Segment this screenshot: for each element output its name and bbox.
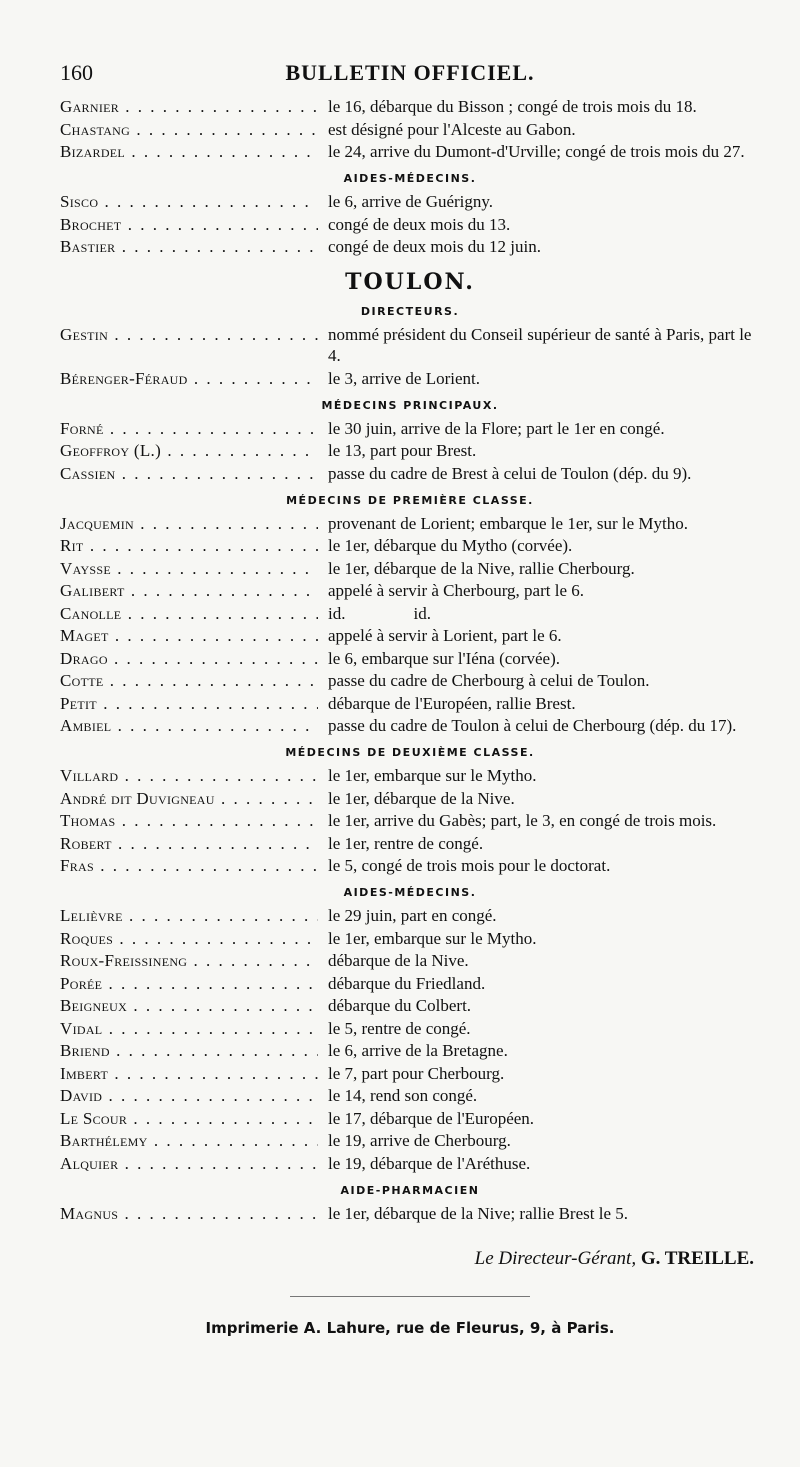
entry-name: Lelièvre . . . bbox=[60, 905, 318, 926]
entry-name: Roux-Freissineng . . . bbox=[60, 950, 318, 971]
entry-description: nommé président du Conseil supérieur de santé à Paris, part le 4. bbox=[328, 325, 752, 365]
entry-roux-freissineng bbox=[60, 950, 760, 971]
entry-name: Bérenger-Féraud . . . bbox=[60, 368, 318, 389]
entry-name: Forné . . . bbox=[60, 418, 318, 439]
entry-description: id. id. bbox=[328, 603, 431, 623]
entry-alquier bbox=[60, 1153, 760, 1174]
entry-description: le 19, débarque de l'Aréthuse. bbox=[328, 1153, 531, 1173]
entry-description: le 6, arrive de Guérigny. bbox=[328, 192, 494, 211]
entry-description: le 5, rentre de congé. bbox=[328, 1018, 471, 1038]
entry-description: le 1er, embarque sur le Mytho. bbox=[328, 928, 537, 948]
city-heading: TOULON. bbox=[345, 269, 475, 295]
entry-name: Drago . . . bbox=[60, 648, 318, 669]
entry-barthelemy bbox=[60, 1130, 760, 1151]
entry-description: le 1er, embarque sur le Mytho. bbox=[328, 766, 537, 785]
entry-description: le 1er, débarque de la Nive, rallie Cherbourg. bbox=[328, 558, 635, 578]
entry-forne bbox=[60, 418, 760, 439]
entry-description: le 30 juin, arrive de la Flore; part le 1er en congé. bbox=[328, 418, 665, 438]
entry-magnus bbox=[60, 1203, 760, 1224]
entry-rit bbox=[60, 535, 760, 556]
entry-description: appelé à servir à Lorient, part le 6. bbox=[328, 626, 562, 645]
page-content bbox=[60, 96, 760, 1337]
entry-name: Le Scour . . . bbox=[60, 1108, 318, 1129]
entry-description: congé de deux mois du 12 juin. bbox=[328, 237, 541, 256]
entry-gestin bbox=[60, 324, 760, 366]
entry-description: le 13, part pour Brest. bbox=[328, 441, 477, 460]
entry-name: Ambiel . . . bbox=[60, 715, 318, 736]
entry-name: Brochet . . . bbox=[60, 214, 318, 235]
entry-canolle bbox=[60, 603, 760, 624]
entry-name: Rit . . . bbox=[60, 535, 318, 556]
entry-description: le 19, arrive de Cherbourg. bbox=[328, 1131, 511, 1150]
entry-name: Bastier . . . bbox=[60, 236, 318, 257]
entry-vidal bbox=[60, 1018, 760, 1039]
section-heading-directeurs: DIRECTEURS. bbox=[360, 305, 460, 318]
entry-galibert bbox=[60, 580, 760, 601]
entry-garnier bbox=[60, 96, 760, 117]
entry-description: le 1er, rentre de congé. bbox=[328, 833, 484, 853]
entry-name: Villard . . . bbox=[60, 765, 318, 786]
entry-description: débarque du Friedland. bbox=[328, 973, 486, 993]
entry-cotte bbox=[60, 670, 760, 691]
entry-villard bbox=[60, 765, 760, 786]
entry-geoffroy bbox=[60, 440, 760, 461]
entry-name: Porée . . . bbox=[60, 973, 318, 994]
entry-sisco bbox=[60, 191, 760, 212]
entry-name: Thomas . . . bbox=[60, 810, 318, 831]
entry-bizardel bbox=[60, 141, 760, 162]
entry-ambiel bbox=[60, 715, 760, 736]
entry-david bbox=[60, 1085, 760, 1106]
entry-bastier bbox=[60, 236, 760, 257]
entry-imbert bbox=[60, 1063, 760, 1084]
entry-andre-duvigneau bbox=[60, 788, 760, 809]
entry-description: débarque de l'Européen, rallie Brest. bbox=[328, 693, 576, 713]
entry-poree bbox=[60, 973, 760, 994]
section-heading-aide-pharmacien: AIDE-PHARMACIEN bbox=[340, 1183, 480, 1197]
entry-name: André dit Duvigneau . . . bbox=[60, 788, 318, 809]
entry-description: le 14, rend son congé. bbox=[328, 1086, 478, 1105]
entry-description: le 6, embarque sur l'Iéna (corvée). bbox=[328, 648, 560, 668]
section-heading-aides-medecins: AIDES-MÉDECINS. bbox=[343, 172, 477, 185]
entry-briend bbox=[60, 1040, 760, 1061]
entry-name: Garnier . . . bbox=[60, 96, 318, 117]
signature bbox=[60, 1248, 760, 1270]
entry-description: le 29 juin, part en congé. bbox=[328, 906, 497, 925]
entry-description: le 17, débarque de l'Européen. bbox=[328, 1108, 535, 1128]
section-heading-medecins-premiere-classe: MÉDECINS DE PREMIÈRE CLASSE. bbox=[286, 493, 534, 507]
entry-fras bbox=[60, 855, 760, 876]
entry-jacquemin bbox=[60, 513, 760, 534]
entry-name: Maget . . . bbox=[60, 625, 318, 646]
entry-roques bbox=[60, 928, 760, 949]
entry-name: Alquier . . . bbox=[60, 1153, 318, 1174]
entry-description: le 5, congé de trois mois pour le doctorat. bbox=[328, 856, 611, 875]
entry-name: Petit . . . bbox=[60, 693, 318, 714]
entry-robert bbox=[60, 833, 760, 854]
entry-name: Briend . . . bbox=[60, 1040, 318, 1061]
entry-maget bbox=[60, 625, 760, 646]
entry-name: Geoffroy (L.) . . . bbox=[60, 440, 318, 461]
entry-cassien bbox=[60, 463, 760, 484]
entry-description: le 24, arrive du Dumont-d'Urville; congé de trois mois du 27. bbox=[328, 142, 745, 161]
entry-description: passe du cadre de Toulon à celui de Cherbourg (dép. du 17). bbox=[328, 716, 737, 735]
entry-description: le 1er, débarque du Mytho (corvée). bbox=[328, 536, 573, 555]
entry-name: Magnus . . . bbox=[60, 1203, 318, 1224]
entry-name: Bizardel . . . bbox=[60, 141, 318, 162]
entry-name: Cassien . . . bbox=[60, 463, 318, 484]
entry-description: appelé à servir à Cherbourg, part le 6. bbox=[328, 581, 585, 600]
entry-description: est désigné pour l'Alceste au Gabon. bbox=[328, 119, 576, 139]
entry-name: Galibert . . . bbox=[60, 580, 318, 601]
entry-name: Sisco . . . bbox=[60, 191, 318, 212]
entry-description: le 1er, débarque de la Nive. bbox=[328, 788, 515, 808]
entry-name: Canolle . . . bbox=[60, 603, 318, 624]
entry-name: Vidal . . . bbox=[60, 1018, 318, 1039]
entry-name: Barthélemy . . . bbox=[60, 1130, 318, 1151]
entry-beigneux bbox=[60, 995, 760, 1016]
entry-description: le 3, arrive de Lorient. bbox=[328, 368, 480, 388]
section-heading-medecins-deuxieme-classe: MÉDECINS DE DEUXIÈME CLASSE. bbox=[285, 746, 535, 759]
entry-berenger-feraud bbox=[60, 368, 760, 389]
entry-drago bbox=[60, 648, 760, 669]
entry-thomas bbox=[60, 810, 760, 831]
section-heading-medecins-principaux: MÉDECINS PRINCIPAUX. bbox=[321, 398, 499, 412]
entry-name: Vaysse . . . bbox=[60, 558, 318, 579]
entry-name: Chastang . . . bbox=[60, 119, 318, 140]
entry-name: Jacquemin . . . bbox=[60, 513, 318, 534]
entry-name: Robert . . . bbox=[60, 833, 318, 854]
entry-name: Imbert . . . bbox=[60, 1063, 318, 1084]
entry-description: congé de deux mois du 13. bbox=[328, 214, 511, 234]
entry-name: Roques . . . bbox=[60, 928, 318, 949]
section-heading-aides-medecins-2: AIDES-MÉDECINS. bbox=[343, 886, 477, 899]
entry-le-scour bbox=[60, 1108, 760, 1129]
entry-lelievre bbox=[60, 905, 760, 926]
entry-description: provenant de Lorient; embarque le 1er, sur le Mytho. bbox=[328, 513, 688, 533]
divider bbox=[290, 1296, 530, 1297]
entry-brochet bbox=[60, 214, 760, 235]
entry-petit bbox=[60, 693, 760, 714]
entry-vaysse bbox=[60, 558, 760, 579]
signature-name: G. TREILLE. bbox=[640, 1247, 754, 1269]
entry-name: Cotte . . . bbox=[60, 670, 318, 691]
entry-description: débarque du Colbert. bbox=[328, 996, 472, 1015]
entry-chastang bbox=[60, 119, 760, 140]
entry-description: le 6, arrive de la Bretagne. bbox=[328, 1041, 508, 1060]
entry-description: débarque de la Nive. bbox=[328, 951, 469, 970]
entry-description: le 1er, arrive du Gabès; part, le 3, en congé de trois mois. bbox=[328, 811, 717, 830]
running-title: BULLETIN OFFICIEL. bbox=[285, 60, 535, 85]
signature-role: Le Directeur-Gérant, bbox=[474, 1247, 637, 1269]
entry-name: David . . . bbox=[60, 1085, 318, 1106]
printer-imprint: Imprimerie A. Lahure, rue de Fleurus, 9, à Paris. bbox=[205, 1318, 615, 1337]
entry-name: Fras . . . bbox=[60, 855, 318, 876]
entry-description: le 1er, débarque de la Nive; rallie Brest le 5. bbox=[328, 1203, 628, 1223]
entry-description: le 16, débarque du Bisson ; congé de trois mois du 18. bbox=[328, 97, 697, 116]
entry-name: Gestin . . . bbox=[60, 324, 318, 366]
entry-description: passe du cadre de Cherbourg à celui de Toulon. bbox=[328, 671, 650, 690]
entry-name: Beigneux . . . bbox=[60, 995, 318, 1016]
entry-description: passe du cadre de Brest à celui de Toulon (dép. du 9). bbox=[328, 463, 692, 483]
page-header bbox=[60, 60, 760, 90]
page-number: 160 bbox=[60, 60, 93, 85]
entry-description: le 7, part pour Cherbourg. bbox=[328, 1063, 505, 1083]
